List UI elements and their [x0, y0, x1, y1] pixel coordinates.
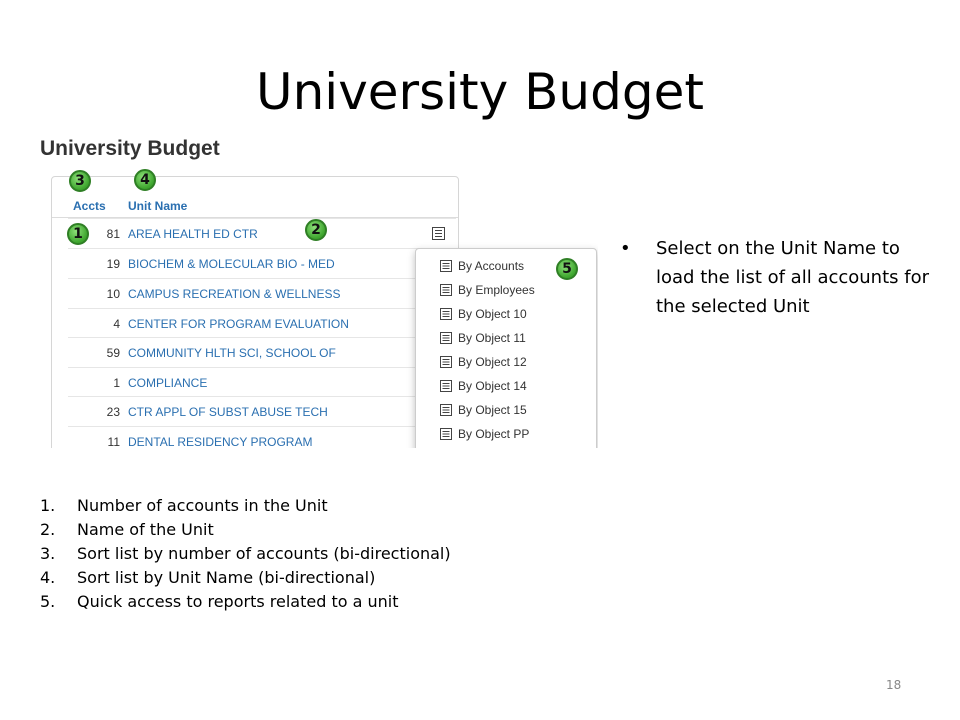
report-list-icon [440, 380, 452, 395]
unit-name-link[interactable]: COMMUNITY HLTH SCI, SCHOOL OF [128, 346, 336, 360]
account-count: 81 [106, 227, 120, 241]
menu-item-label: By Accounts [458, 259, 525, 273]
report-list-icon [440, 260, 452, 275]
account-count: 11 [107, 435, 120, 448]
list-number: 5. [40, 592, 56, 611]
unit-name-link[interactable]: AREA HEALTH ED CTR [128, 227, 258, 241]
callout-badge-5: 5 [556, 258, 578, 280]
list-item [40, 590, 600, 614]
accts-column-header[interactable]: Accts [73, 199, 106, 213]
list-number: 4. [40, 568, 56, 587]
report-list-icon [440, 308, 452, 323]
report-list-icon [440, 284, 452, 299]
menu-item-label: By Object 10 [458, 307, 527, 321]
table-row [68, 308, 456, 338]
account-count: 19 [106, 257, 120, 271]
menu-item-label: By Employees [458, 283, 535, 297]
page-number: 18 [886, 678, 902, 692]
callout-badge-1: 1 [67, 223, 89, 245]
table-row [68, 278, 456, 308]
menu-item-label: By Object 14 [458, 379, 527, 393]
screenshot-title: University Budget [40, 137, 220, 160]
menu-item-label: By Object 12 [458, 355, 527, 369]
account-count: 1 [113, 376, 120, 390]
account-count: 10 [106, 287, 120, 301]
report-list-icon [440, 356, 452, 371]
report-list-icon [440, 332, 452, 347]
bullet-marker: • [620, 238, 631, 259]
list-number: 1. [40, 496, 56, 515]
budget-screenshot [38, 132, 598, 448]
table-row [68, 426, 456, 448]
list-text: Number of accounts in the Unit [77, 496, 328, 515]
table-row [68, 248, 456, 278]
table-row [68, 337, 456, 367]
list-number: 2. [40, 520, 56, 539]
list-number: 3. [40, 544, 56, 563]
slide-title: University Budget [256, 63, 704, 121]
list-text: Quick access to reports related to a unit [77, 592, 399, 611]
unit-table-panel [51, 176, 459, 448]
table-row [68, 218, 456, 248]
table-row [68, 396, 456, 426]
menu-item-label: By Object 15 [458, 403, 527, 417]
callout-badge-2: 2 [305, 219, 327, 241]
list-item [40, 542, 600, 566]
list-item [40, 494, 600, 518]
unit-name-link[interactable]: COMPLIANCE [128, 376, 208, 390]
menu-item-label: By Object 11 [458, 331, 526, 345]
callout-badge-3: 3 [69, 170, 91, 192]
list-item [40, 566, 600, 590]
account-count: 59 [106, 346, 120, 360]
unit-name-link[interactable]: CAMPUS RECREATION & WELLNESS [128, 287, 341, 301]
bullet-text: Select on the Unit Name to load the list of all accounts for the selected Unit [656, 238, 929, 317]
list-item [40, 518, 600, 542]
report-list-icon [440, 404, 452, 419]
menu-item-label: By Object PP [458, 427, 530, 441]
table-header [52, 199, 458, 218]
list-text: Sort list by Unit Name (bi-directional) [77, 568, 376, 587]
report-menu-icon[interactable] [432, 227, 445, 243]
unit-name-column-header[interactable]: Unit Name [128, 199, 188, 213]
callout-badge-4: 4 [134, 169, 156, 191]
account-count: 4 [113, 317, 120, 331]
unit-name-link[interactable]: CENTER FOR PROGRAM EVALUATION [128, 317, 349, 331]
unit-name-link[interactable]: DENTAL RESIDENCY PROGRAM [128, 435, 313, 448]
unit-name-link[interactable]: BIOCHEM & MOLECULAR BIO - MED [128, 257, 335, 271]
list-text: Name of the Unit [77, 520, 214, 539]
account-count: 23 [106, 405, 120, 419]
list-text: Sort list by number of accounts (bi-directional) [77, 544, 451, 563]
table-row [68, 367, 456, 397]
report-list-icon [440, 428, 452, 443]
legend-numbered-list [40, 494, 600, 614]
unit-name-link[interactable]: CTR APPL OF SUBST ABUSE TECH [128, 405, 328, 419]
